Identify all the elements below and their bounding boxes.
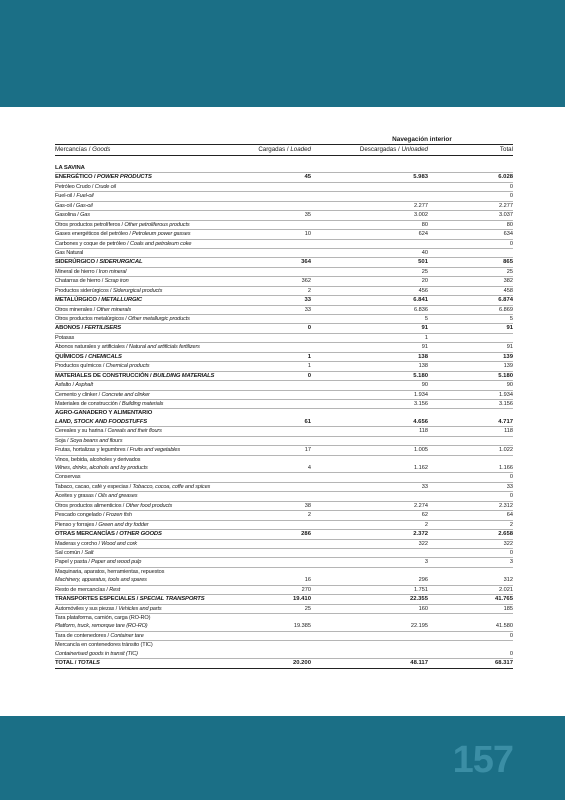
row-unloaded-value: 25 (421, 268, 428, 275)
row-total-value: 2.312 (499, 502, 513, 509)
row-unloaded-value: 3.156 (414, 400, 428, 407)
row-total-value: 0 (509, 183, 513, 190)
row-label: Tara plataforma, camión, carga (RO-RO) (55, 615, 151, 621)
table-row (55, 427, 513, 436)
row-unloaded-value (311, 641, 428, 649)
row-unloaded-value (311, 473, 428, 481)
row-loaded-value (231, 343, 311, 351)
row-total-value: 0 (509, 240, 513, 247)
row-unloaded-value (311, 409, 428, 417)
row-loaded-value (231, 249, 311, 257)
column-header-loaded: Cargadas / Loaded (258, 146, 311, 153)
table-row (55, 268, 513, 277)
row-total-value (428, 614, 513, 622)
row-label: Petróleo Crudo / Crude oil (55, 183, 116, 190)
row-total-value: 312 (503, 577, 513, 584)
row-unloaded-value: 160 (418, 605, 428, 612)
row-total-value: 6.869 (499, 306, 513, 313)
row-total-value: 80 (506, 221, 513, 228)
row-unloaded-value: 138 (418, 363, 428, 370)
row-unloaded-value: 1 (424, 334, 428, 341)
row-label: TRANSPORTES ESPECIALES / SPECIAL TRANSPORTS (55, 596, 205, 603)
row-total-value: 1.934 (499, 391, 513, 398)
row-total-value: 91 (506, 325, 513, 332)
row-loaded-value: 10 (304, 231, 311, 238)
table-row (55, 258, 513, 267)
table-row (55, 221, 513, 230)
row-label: Productos siderúrgicos / Siderurgical products (55, 287, 163, 294)
row-loaded-value (231, 456, 311, 464)
row-loaded-value: 19.410 (292, 596, 311, 603)
row-unloaded-value (311, 492, 428, 500)
table-row (55, 622, 513, 631)
row-label: SIDERÚRGICO / SIDERURGICAL (55, 259, 143, 266)
row-label: Maderas y corcho / Wood and cork (55, 540, 137, 547)
row-unloaded-value: 6.836 (414, 306, 428, 313)
row-unloaded-value: 2.277 (414, 202, 428, 209)
row-loaded-value: 0 (307, 372, 311, 379)
row-total-value: 139 (503, 363, 513, 370)
row-loaded-value: 61 (304, 418, 311, 425)
table-row (55, 492, 513, 501)
row-unloaded-value: 138 (418, 353, 428, 360)
row-label: OTRAS MERCANCÍAS / OTHER GOODS (55, 531, 162, 538)
row-loaded-value (231, 540, 311, 548)
row-total-value: 458 (503, 287, 513, 294)
row-total-value: 5.180 (498, 372, 513, 379)
table-row (55, 595, 513, 604)
table-row (55, 502, 513, 511)
row-loaded-value (231, 437, 311, 445)
row-loaded-value (231, 202, 311, 210)
row-loaded-value (231, 192, 311, 200)
column-header-goods: Mercancías / Goods (55, 146, 111, 153)
row-label: Machinery, apparatus, tools and spares (55, 577, 147, 584)
row-label: LA SAVINA (55, 165, 85, 171)
row-unloaded-value (311, 437, 428, 445)
row-loaded-value (231, 334, 311, 342)
row-label: Asfalto / Asphalt (55, 382, 93, 389)
row-total-value: 41.580 (495, 623, 513, 630)
row-loaded-value: 2 (307, 512, 311, 519)
table-row (55, 287, 513, 296)
table-row (55, 315, 513, 324)
row-unloaded-value: 118 (419, 428, 428, 435)
row-total-value: 139 (503, 353, 513, 360)
table-row (55, 659, 513, 668)
table-row (55, 530, 513, 539)
row-loaded-value: 17 (304, 447, 311, 454)
row-total-value: 3.156 (499, 400, 513, 407)
table-row (55, 540, 513, 549)
table-body (55, 164, 513, 669)
row-total-value: 90 (506, 382, 513, 389)
row-total-value (428, 334, 513, 342)
row-loaded-value: 0 (307, 325, 311, 332)
table-row (55, 521, 513, 530)
row-total-value (428, 456, 513, 464)
row-loaded-value (231, 632, 311, 640)
row-label: Potasas (55, 334, 75, 341)
row-loaded-value: 4 (307, 465, 311, 471)
row-total-value (428, 164, 513, 172)
table-row (55, 362, 513, 371)
row-loaded-value: 2 (307, 287, 311, 294)
row-loaded-value: 19.385 (293, 623, 311, 630)
row-unloaded-value: 3.002 (414, 212, 428, 219)
row-unloaded-value (311, 240, 428, 248)
row-total-value: 25 (506, 268, 513, 275)
table-row (55, 306, 513, 315)
inland-navigation-table (55, 135, 513, 669)
row-total-value: 1.166 (499, 465, 513, 471)
row-loaded-value: 362 (301, 278, 311, 285)
column-header-row (55, 144, 513, 156)
row-unloaded-value: 48.117 (410, 660, 428, 667)
table-row (55, 372, 513, 381)
row-label: Mercancía en contenedores tránsito (TIC) (55, 642, 153, 649)
row-unloaded-value: 6.841 (413, 297, 428, 304)
table-row (55, 240, 513, 249)
row-loaded-value: 1 (307, 353, 311, 360)
table-row (55, 418, 513, 427)
row-label: Otros productos petrolíferos / Other petroliferous products (55, 221, 190, 228)
table-row (55, 334, 513, 343)
row-unloaded-value: 90 (421, 382, 428, 389)
table-row (55, 211, 513, 220)
header-color-band (0, 0, 565, 107)
table-row (55, 456, 513, 464)
row-unloaded-value (311, 650, 428, 658)
row-label: ABONOS / FERTILISERS (55, 325, 121, 332)
row-unloaded-value: 322 (418, 540, 428, 547)
row-total-value: 2.021 (499, 586, 513, 593)
row-loaded-value: 270 (301, 586, 311, 593)
row-unloaded-value: 1.162 (414, 465, 428, 471)
table-row (55, 296, 513, 305)
table-row (55, 605, 513, 614)
row-total-value: 0 (509, 493, 513, 500)
row-unloaded-value (311, 568, 428, 576)
row-total-value: 0 (509, 474, 513, 481)
table-row (55, 446, 513, 455)
table-row (55, 473, 513, 482)
table-row (55, 641, 513, 649)
table-row (55, 409, 513, 417)
row-total-value: 64 (506, 512, 513, 519)
row-unloaded-value: 20 (421, 278, 428, 285)
row-unloaded-value: 62 (421, 512, 428, 519)
row-loaded-value: 25 (304, 605, 311, 612)
row-unloaded-value: 296 (418, 577, 428, 584)
row-loaded-value (231, 400, 311, 408)
column-header-unloaded: Descargadas / Unloaded (359, 146, 428, 153)
row-loaded-value: 364 (301, 259, 311, 266)
row-total-value: 2.658 (498, 531, 513, 538)
table-row (55, 568, 513, 576)
row-label: Otros productos metalúrgicos / Other metallurgic products (55, 316, 190, 322)
row-loaded-value (231, 568, 311, 576)
row-label: Mineral de hierro / Iron mineral (55, 268, 127, 275)
row-loaded-value: 33 (304, 297, 311, 304)
row-loaded-value (231, 240, 311, 248)
row-label: Pescado congelado / Frozen fish (55, 512, 132, 519)
row-label: Gas-oil / Gas-oil (55, 202, 93, 209)
row-total-value: 6.874 (498, 297, 513, 304)
row-label: Containerised goods in transit (TIC) (55, 650, 138, 657)
row-label: Platform, truck, remorque tare (RO-RO) (55, 623, 148, 630)
row-loaded-value (231, 473, 311, 481)
row-label: Otros minerales / Other minerals (55, 306, 132, 313)
row-total-value: 2.277 (499, 202, 513, 209)
row-unloaded-value: 5 (424, 316, 428, 322)
row-total-value: 33 (506, 483, 513, 490)
row-label: Resto de mercancías / Rest (55, 586, 121, 593)
row-loaded-value: 1 (307, 363, 311, 370)
row-loaded-value (231, 381, 311, 389)
row-total-value (428, 249, 513, 257)
table-row (55, 549, 513, 558)
row-label: Cereales y su harina / Cereals and their flours (55, 428, 162, 435)
row-total-value: 0 (509, 650, 513, 657)
row-loaded-value (231, 558, 311, 566)
table-row (55, 173, 513, 182)
row-label: MATERIALES DE CONSTRUCCIÓN / BUILDING MATERIALS (55, 372, 215, 379)
table-row (55, 353, 513, 362)
row-loaded-value (231, 549, 311, 557)
row-total-value: 3.037 (499, 212, 513, 219)
row-label: Soja / Soya beans and flours (55, 437, 123, 444)
row-label: Tabaco, cacao, café y especias / Tobacco, cocoa, coffe and spices (55, 483, 211, 490)
row-total-value: 68.317 (494, 660, 513, 667)
row-loaded-value (231, 391, 311, 399)
table-row (55, 650, 513, 659)
row-loaded-value (231, 650, 311, 658)
row-unloaded-value: 456 (418, 287, 428, 294)
table-row (55, 230, 513, 239)
row-label: ENERGÉTICO / POWER PRODUCTS (55, 174, 152, 181)
row-loaded-value (231, 183, 311, 191)
row-unloaded-value: 2.274 (414, 502, 428, 509)
row-label: Gas Natural (55, 249, 84, 256)
row-unloaded-value: 1.751 (414, 586, 428, 593)
row-label: Productos químicos / Chemical products (55, 363, 150, 370)
row-loaded-value (231, 221, 311, 229)
row-label: QUÍMICOS / CHEMICALS (55, 353, 122, 360)
row-total-value (428, 437, 513, 445)
row-unloaded-value: 3 (424, 559, 428, 566)
row-unloaded-value: 80 (421, 221, 428, 228)
row-label: METALÚRGICO / METALLURGIC (55, 297, 143, 304)
row-loaded-value (231, 641, 311, 649)
row-total-value: 382 (503, 278, 513, 285)
row-label: Papel y pasta / Paper and wood pulp (55, 559, 142, 566)
row-label: LAND, STOCK AND FOODSTUFFS (55, 418, 147, 425)
row-total-value: 41.765 (494, 596, 513, 603)
table-row (55, 249, 513, 258)
row-label: Otros productos alimenticios / Other food products (55, 502, 173, 509)
table-row (55, 437, 513, 446)
table-row (55, 202, 513, 211)
row-label: Maquinaria, aparatos, herramientas, repuestos (55, 568, 165, 575)
table-row (55, 586, 513, 595)
row-loaded-value: 286 (301, 531, 311, 538)
row-total-value: 4.717 (498, 418, 513, 425)
table-row (55, 558, 513, 567)
row-label: Automóviles y sus piezas / Vehicles and parts (55, 605, 162, 612)
row-label: Gases energéticos del petróleo / Petroleum power gasses (55, 231, 191, 238)
table-row (55, 400, 513, 409)
table-row (55, 183, 513, 192)
table-row (55, 277, 513, 286)
row-total-value: 322 (503, 540, 513, 547)
row-total-value: 6.028 (498, 174, 513, 181)
row-unloaded-value: 2.372 (413, 531, 428, 538)
table-row (55, 464, 513, 473)
table-row (55, 192, 513, 201)
row-loaded-value: 16 (304, 577, 311, 584)
table-row (55, 483, 513, 492)
row-unloaded-value: 1.934 (414, 391, 428, 398)
row-unloaded-value: 624 (418, 231, 428, 238)
row-unloaded-value: 91 (421, 344, 428, 351)
row-unloaded-value: 22.355 (409, 596, 428, 603)
row-total-value: 2 (509, 521, 513, 528)
row-label: Fuel-oil / Fuel-oil (55, 193, 94, 200)
row-unloaded-value (311, 183, 428, 191)
row-label: AGRO-GANADERO Y ALIMENTARIO (55, 410, 153, 417)
row-total-value (428, 568, 513, 576)
row-label: Tara de contenedores / Container tare (55, 632, 144, 639)
row-loaded-value: 45 (304, 174, 311, 181)
row-unloaded-value (311, 456, 428, 464)
row-label: Carbones y coque de petróleo / Coals and petroleum coke (55, 240, 192, 247)
row-loaded-value: 38 (304, 502, 311, 509)
row-total-value: 118 (504, 428, 513, 435)
row-total-value: 5 (509, 316, 513, 322)
row-loaded-value (231, 492, 311, 500)
row-label: Vinos, bebida, alcoholes y derivados (55, 456, 141, 463)
row-unloaded-value (311, 549, 428, 557)
row-unloaded-value: 33 (421, 483, 428, 490)
row-unloaded-value: 5.180 (413, 372, 428, 379)
table-row (55, 343, 513, 352)
row-label: TOTAL / TOTALS (55, 660, 100, 667)
row-unloaded-value (311, 614, 428, 622)
row-total-value: 0 (509, 632, 513, 639)
row-label: Gasolina / Gas (55, 212, 90, 219)
row-label: Conservas (55, 474, 81, 481)
row-unloaded-value: 1.005 (414, 447, 428, 454)
row-total-value: 865 (503, 259, 513, 266)
table-row (55, 632, 513, 641)
row-label: Frutas, hortalizas y legumbres / Fruits and vegetables (55, 447, 180, 454)
row-total-value (428, 641, 513, 649)
row-loaded-value: 20.200 (292, 660, 311, 667)
row-unloaded-value (311, 632, 428, 640)
row-unloaded-value: 91 (421, 325, 428, 332)
group-header-inland-navigation: Navegación interior (392, 136, 452, 143)
row-unloaded-value (311, 164, 428, 172)
row-total-value: 0 (509, 549, 513, 556)
table-row (55, 576, 513, 585)
row-total-value (428, 409, 513, 417)
row-unloaded-value: 501 (418, 259, 428, 266)
row-unloaded-value (311, 192, 428, 200)
row-total-value: 185 (503, 605, 513, 612)
row-label: Wines, drinks, alcohols and by products (55, 465, 148, 471)
row-unloaded-value: 4.656 (413, 418, 428, 425)
row-total-value: 91 (506, 344, 513, 351)
row-label: Aceites y grasas / Oils and greases (55, 493, 138, 500)
row-unloaded-value: 2 (424, 521, 428, 528)
row-loaded-value (231, 614, 311, 622)
row-label: Cemento y clinker / Concrete and clinker (55, 391, 150, 398)
row-loaded-value (231, 409, 311, 417)
row-loaded-value (231, 315, 311, 323)
row-loaded-value (231, 164, 311, 172)
row-label: Chatarras de hierro / Scrap iron (55, 278, 129, 285)
row-loaded-value (231, 427, 311, 435)
row-total-value: 634 (503, 231, 513, 238)
table-row (55, 614, 513, 622)
row-label: Materiales de construcción / Building materials (55, 400, 164, 407)
column-header-total: Total (499, 146, 513, 153)
table-row (55, 511, 513, 520)
table-row (55, 381, 513, 390)
row-total-value: 3 (509, 559, 513, 566)
table-row (55, 391, 513, 400)
row-unloaded-value: 5.983 (413, 174, 428, 181)
row-loaded-value: 33 (304, 306, 311, 313)
table-row (55, 164, 513, 173)
row-label: Pienso y forrajes / Green and dry fodder (55, 521, 149, 528)
row-unloaded-value: 40 (421, 249, 428, 256)
row-label: Sal común / Salt (55, 549, 94, 556)
table-row (55, 324, 513, 333)
row-loaded-value (231, 483, 311, 491)
row-label: Abonos naturales y artificiales / Natural and artificials fertilizers (55, 344, 200, 351)
row-loaded-value (231, 521, 311, 529)
row-total-value: 0 (509, 193, 513, 200)
row-unloaded-value: 22.195 (410, 623, 428, 630)
row-loaded-value: 35 (304, 212, 311, 219)
row-total-value: 1.022 (499, 447, 513, 454)
row-loaded-value (231, 268, 311, 276)
page-number: 157 (452, 739, 513, 781)
